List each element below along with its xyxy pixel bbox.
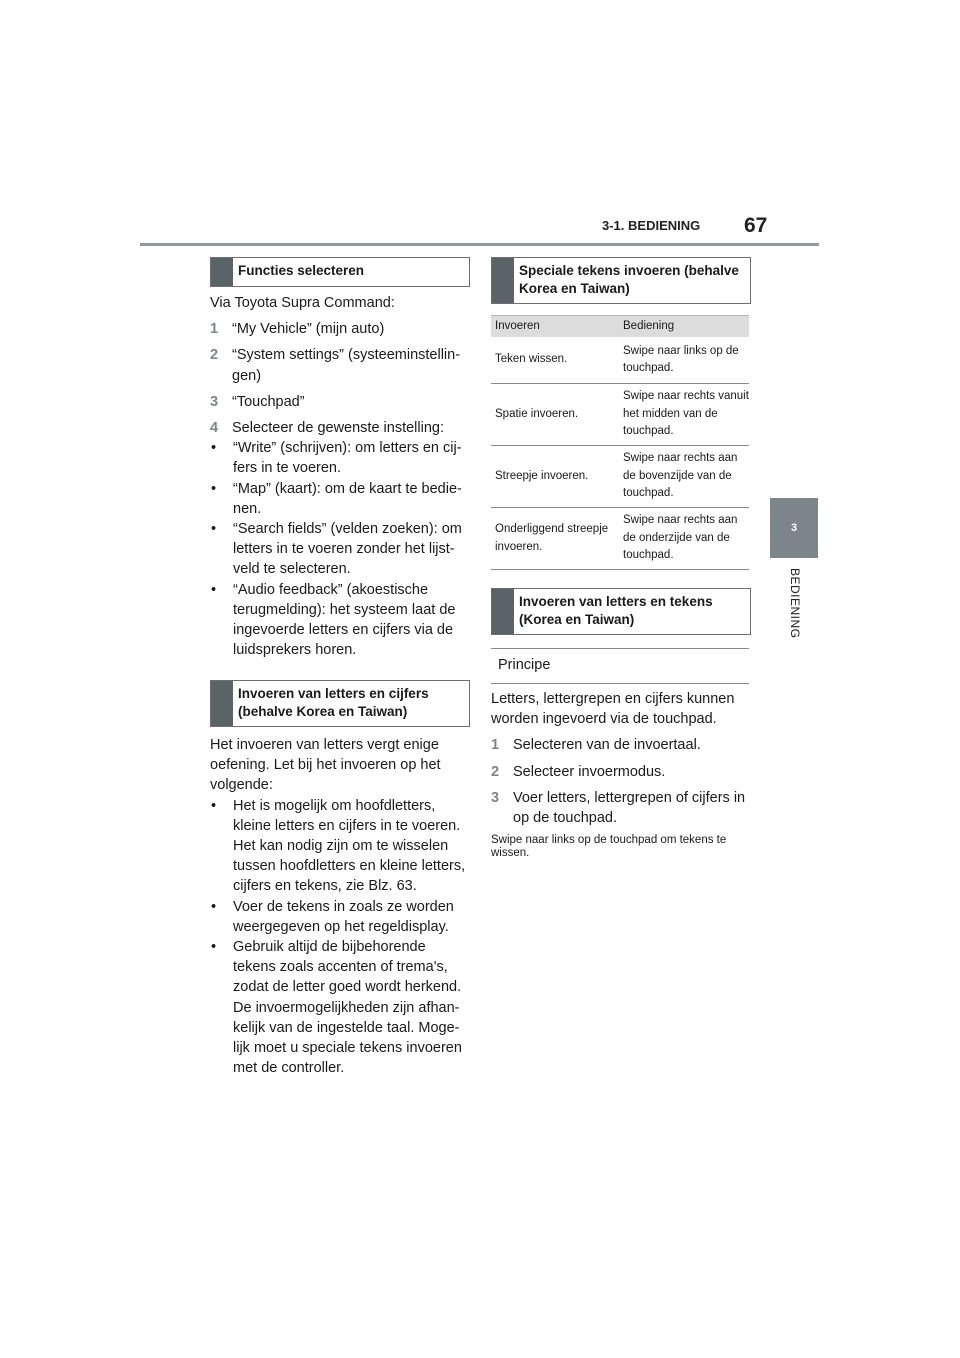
table-row (491, 337, 749, 384)
step-number: 3 (210, 393, 219, 410)
list-item: • “Audio feedback” (akoestische terugmelding): het systeem laat de ingevoerde letters en cijfers via de luidsprekers horen. (210, 580, 472, 661)
step-number: 4 (210, 420, 219, 437)
step-number: 1 (491, 737, 500, 754)
step-number: 2 (210, 347, 219, 364)
list-item-text: “Map” (kaart): om de kaart te bedie-nen. (233, 480, 462, 517)
section-title: Invoeren van letters en cijfers (behalve Korea en Taiwan) (238, 686, 429, 719)
list-item: • “Map” (kaart): om de kaart te bedie-nen. (210, 479, 472, 519)
step-text: “Touchpad” (232, 393, 305, 410)
section-title: Invoeren van letters en tekens (Korea en Taiwan) (519, 594, 713, 627)
list-item: • Gebruik altijd de bijbehorende tekens zoals accenten of trema's, zodat de letter goed wordt herkend. De invoermogelijkheden zijn afhan-kelijk van de ingestelde taal. Moge-lijk moet u speciale tekens invoeren met de controller. (210, 937, 472, 1078)
section-header-bar (492, 258, 514, 303)
list-item: • Het is mogelijk om hoofdletters, kleine letters en cijfers in te voeren. Het kan nodig zijn om te wisselen tussen hoofdletters en kleine letters, cijfers en tekens, zie Blz. 63. (210, 796, 472, 897)
list-item-text: Voer de tekens in zoals ze worden weergegeven op het regeldisplay. (233, 898, 454, 935)
section-title: Functies selecteren (238, 263, 365, 278)
list-item: • “Search fields” (velden zoeken): om letters in te voeren zonder het lijst-veld te selecteren. (210, 519, 472, 580)
step-item (210, 345, 472, 385)
table-cell: Teken wissen. (495, 353, 568, 366)
section-title: Speciale tekens invoeren (behalve Korea en Taiwan) (519, 263, 739, 296)
table-row (491, 384, 749, 446)
paragraph: Letters, lettergrepen en cijfers kunnen worden ingevoerd via de touchpad. (491, 691, 735, 728)
subsection-title: Principe (498, 657, 551, 673)
left-column-block1 (210, 293, 472, 666)
table-row (491, 508, 749, 570)
step-item (491, 735, 753, 755)
step-item (491, 762, 753, 782)
list-item-text: “Audio feedback” (akoestische terugmelding): het systeem laat de ingevoerde letters en cijfers via de luidsprekers horen. (233, 581, 456, 659)
bullet-list (210, 438, 472, 660)
step-number: 2 (491, 763, 500, 780)
left-column-block2 (210, 735, 472, 1084)
chapter-tab-label: BEDIENING (788, 568, 802, 639)
list-item-text: Het is mogelijk om hoofdletters, kleine letters en cijfers in te voeren. Het kan nodig zijn om te wisselen tussen hoofdletters en kleine letters, cijfers en tekens, zie Blz. 63. (233, 797, 466, 895)
intro-text: Via Toyota Supra Command: (210, 295, 395, 311)
step-text: Selecteer de gewenste instelling: (232, 420, 444, 437)
list-item: • “Write” (schrijven): om letters en cij-fers in te voeren. (210, 438, 472, 478)
list-item-text: “Write” (schrijven): om letters en cij-fers in te voeren. (233, 440, 462, 477)
paragraph: Het invoeren van letters vergt enige oefening. Let bij het invoeren op het volgende: (210, 737, 441, 794)
list-item-text: “Search fields” (velden zoeken): om letters in te voeren zonder het lijst-veld te selecteren. (233, 521, 462, 578)
step-number: 3 (491, 789, 500, 806)
list-item-text: Gebruik altijd de bijbehorende tekens zoals accenten of trema's, zodat de letter goed wordt herkend. De invoermogelijkheden zijn afhan-kelijk van de ingestelde taal. Moge-lijk moet u speciale tekens invoeren met de controller. (233, 939, 462, 1077)
step-item (210, 392, 472, 412)
page-number: 67 (744, 214, 768, 237)
step-number: 1 (210, 321, 219, 338)
table-cell: Swipe naar rechts aan de onderzijde van de touchpad. (623, 514, 738, 562)
subsection-principe (491, 648, 749, 684)
section-header-invoeren (210, 680, 470, 727)
step-item (210, 418, 472, 438)
table-cell: Swipe naar links op de touchpad. (623, 344, 739, 374)
bullet-list (210, 796, 472, 1079)
section-header-speciale-tekens (491, 257, 751, 304)
table-header (491, 315, 749, 337)
step-text: Selecteren van de invoertaal. (513, 737, 701, 754)
chapter-tab: 3 (770, 498, 818, 558)
section-header-bar (211, 681, 233, 726)
section-header-functies (210, 257, 470, 287)
table-row (491, 446, 749, 508)
header-rule (140, 243, 819, 246)
list-item: • Voer de tekens in zoals ze worden weergegeven op het regeldisplay. (210, 897, 472, 937)
section-header-bar (492, 589, 514, 634)
table-cell: Onderliggend streepje invoeren. (495, 523, 609, 553)
step-item (210, 319, 472, 339)
table-header-cell: Invoeren (495, 319, 540, 332)
step-text: Selecteer invoermodus. (513, 763, 666, 780)
step-text: “My Vehicle” (mijn auto) (232, 321, 385, 338)
table-cell: Streepje invoeren. (495, 469, 589, 482)
note-text: Swipe naar links op de touchpad om tekens te wissen. (491, 834, 727, 859)
table-cell: Swipe naar rechts aan de bovenzijde van de touchpad. (623, 452, 738, 500)
step-item (491, 788, 753, 828)
table-cell: Swipe naar rechts vanuit het midden van de touchpad. (623, 390, 749, 438)
special-characters-table (491, 315, 749, 570)
table-cell: Spatie invoeren. (495, 407, 579, 420)
step-text: Voer letters, lettergrepen of cijfers in op de touchpad. (513, 789, 746, 827)
table-header-cell: Bediening (623, 319, 675, 332)
section-header-korea-taiwan (491, 588, 751, 635)
chapter-title: 3-1. BEDIENING (602, 218, 701, 233)
right-column-block (491, 689, 753, 834)
step-text: “System settings” (systeeminstellin-gen) (232, 347, 461, 384)
section-header-bar (211, 258, 233, 286)
